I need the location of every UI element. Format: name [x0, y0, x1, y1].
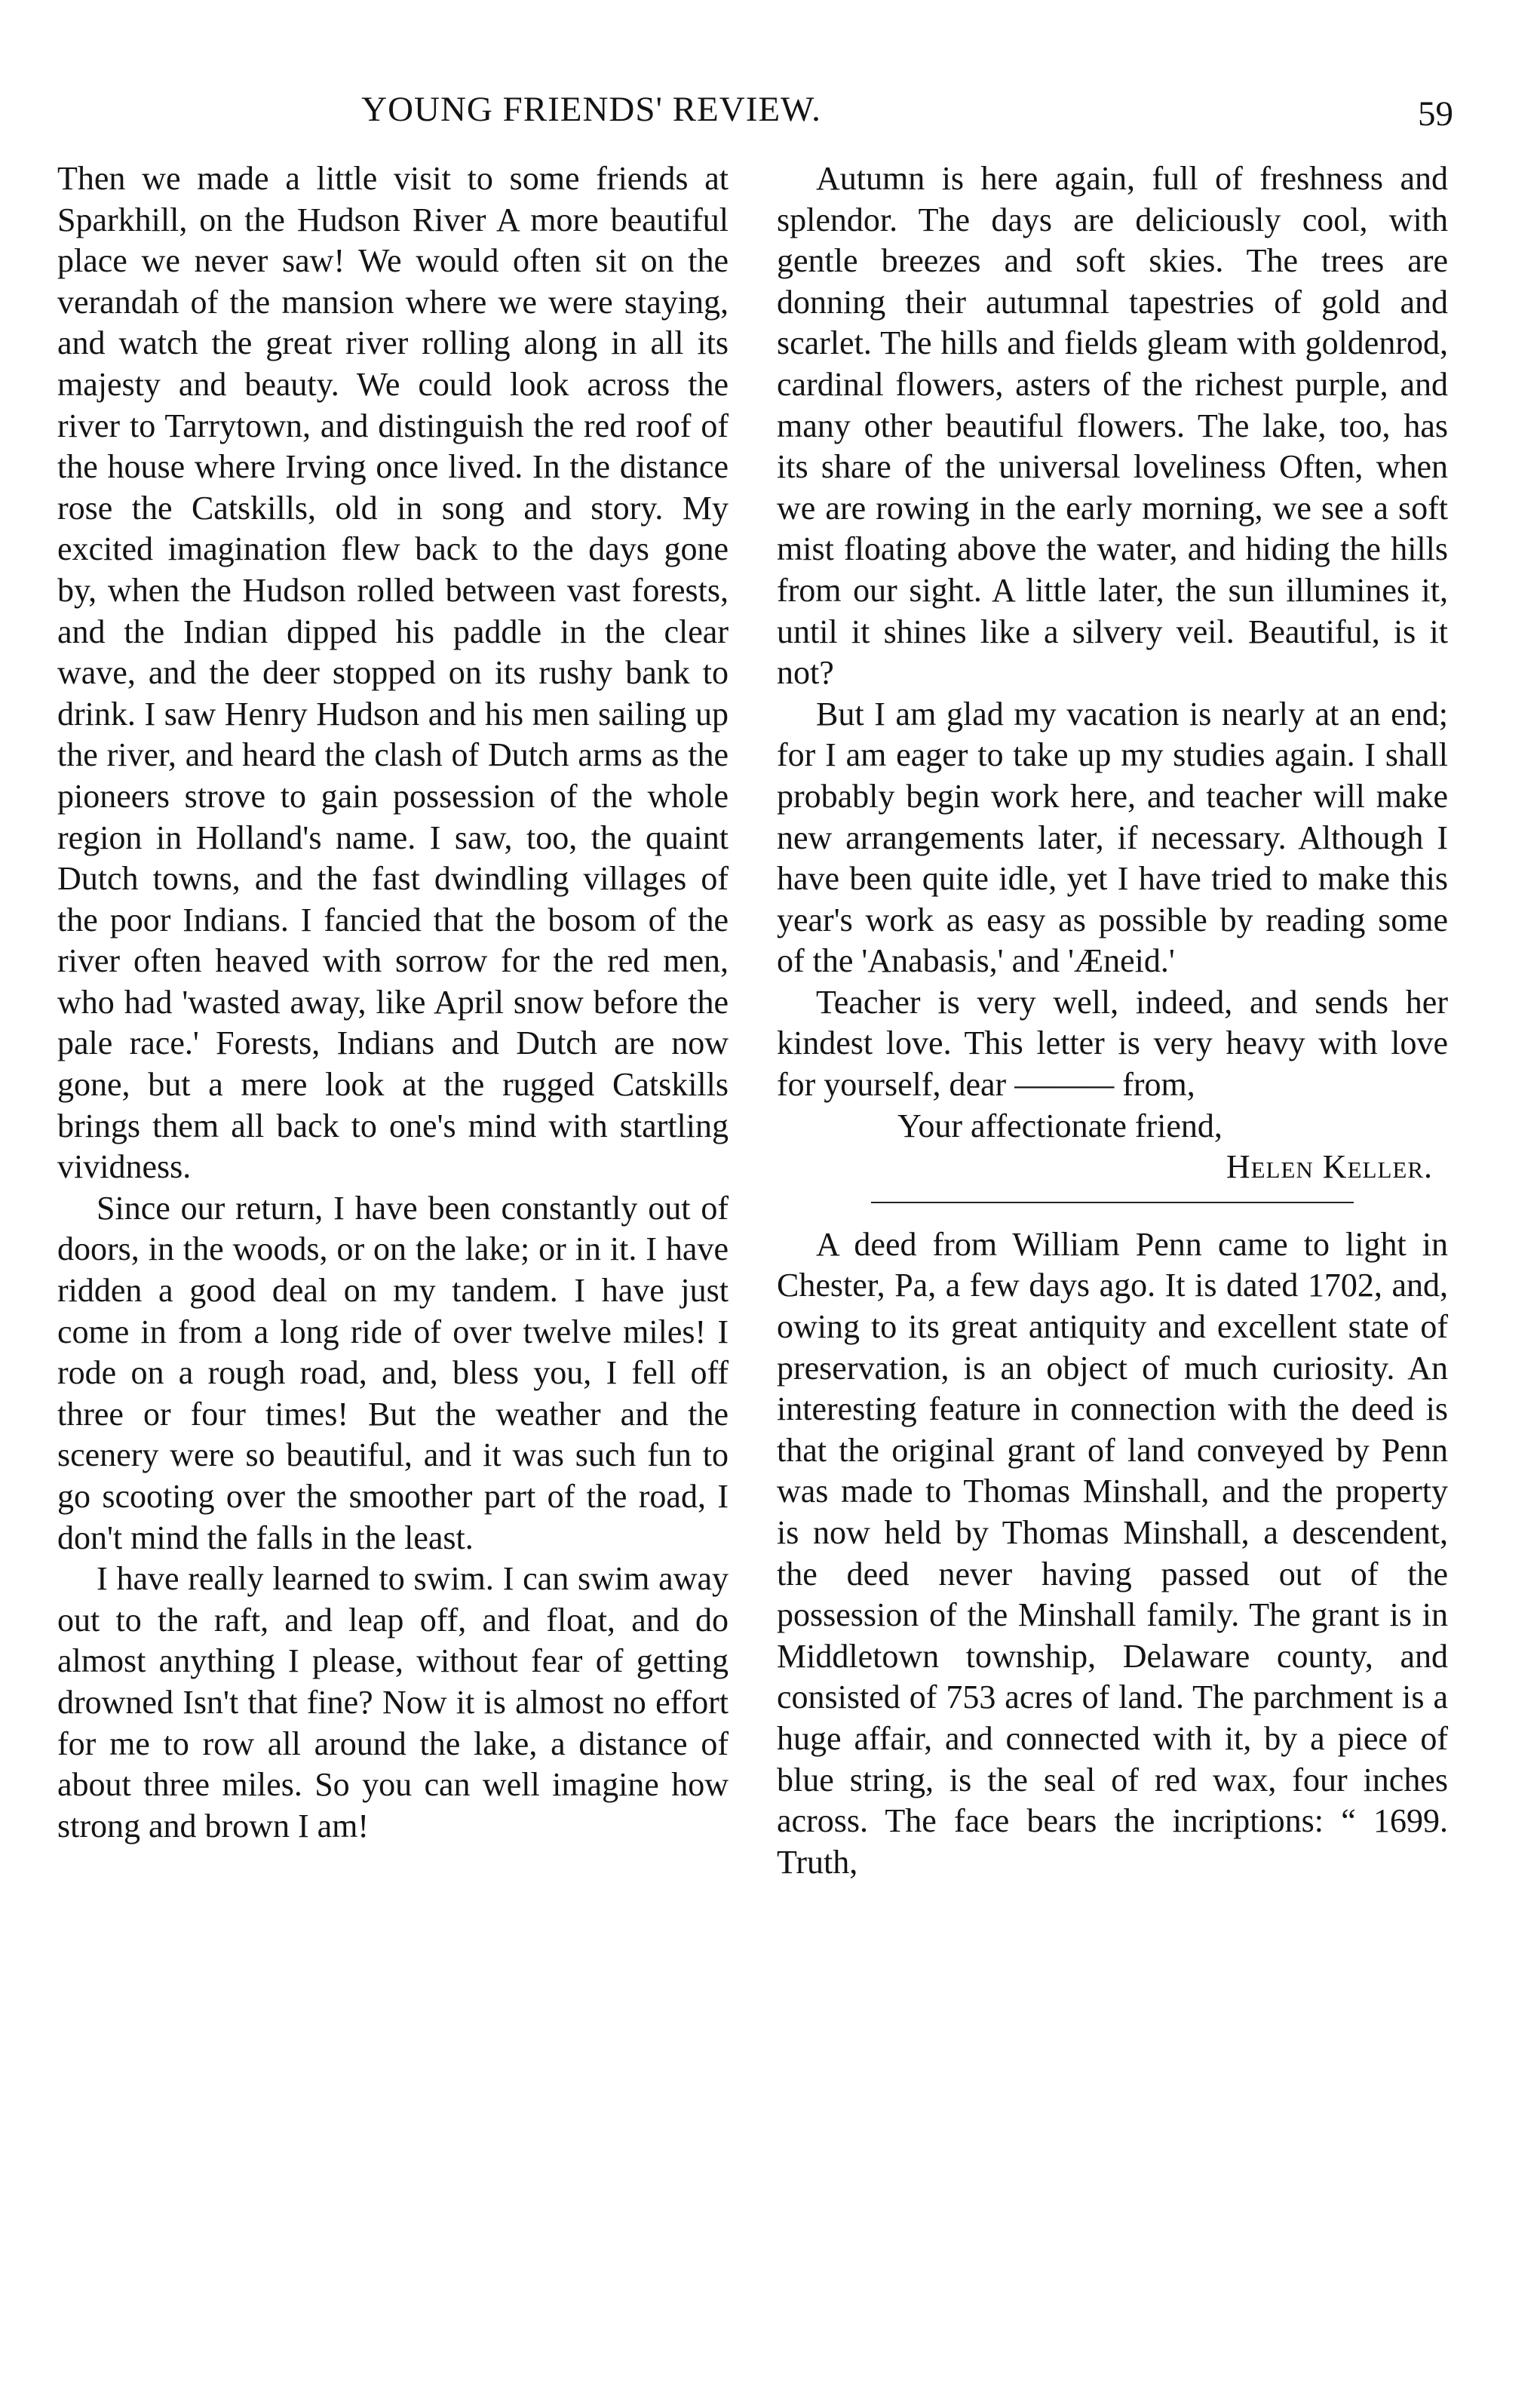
- paragraph-teacher: Teacher is very well, indeed, and sends her kindest love. This letter is very heavy with love for yourself, dear ——— from,: [777, 983, 1448, 1104]
- paragraph-penn-deed: A deed from William Penn came to light in Chester, Pa, a few days ago. It is dated 1702, and, owing to its great antiquity and excellent state of preservation, is an object of much curiosity. An interesting feature in connection with the deed is that the original grant of land conveyed by Penn was made to Thomas Minshall, and the property is now held by Thomas Minshall, a descendent, the deed never having passed out of the possession of the Minshall family. The grant is in Middletown township, Delaware county, and consisted of 753 acres of land. The parchment is a huge affair, and connected with it, by a piece of blue string, is the seal of red wax, four inches across. The face bears the incriptions: “ 1699. Truth,: [777, 1225, 1448, 1881]
- paragraph-vacation: But I am glad my vacation is nearly at an end; for I am eager to take up my studies again. I shall probably begin work here, and teacher will make new arrangements later, if necessary. Although I have been quite idle, yet I have tried to make this year's work as easy as possible by reading some of the 'Anabasis,' and 'Æneid.': [777, 695, 1448, 980]
- letter-signature: Helen Keller.: [1226, 1148, 1433, 1186]
- paragraph-sparkhill: Then we made a little visit to some friends at Sparkhill, on the Hudson River A more beautiful place we never saw! We would often sit on the verandah of the mansion where we were staying, and watch the great river rolling along in all its majesty and beauty. We could look across the river to Tarrytown, and distinguish the red roof of the house where Irving once lived. In the distance rose the Catskills, old in song and story. My excited imagination flew back to the days gone by, when the Hudson rolled between vast forests, and the Indian dipped his paddle in the clear wave, and the deer stopped on its rushy bank to drink. I saw Henry Hudson and his men sailing up the river, and heard the clash of Dutch arms as the pioneers strove to gain possession of the whole region in Holland's name. I saw, too, the quaint Dutch towns, and the fast dwindling villages of the poor Indians. I fancied that the bosom of the river often heaved with sorrow for the red men, who had 'wasted away, like April snow before the pale race.' Forests, Indians and Dutch are now gone, but a mere look at the rugged Catskills brings them all back to one's mind with startling vividness.: [57, 160, 729, 1186]
- page-header: [0, 89, 1540, 142]
- right-column: [777, 158, 1448, 1883]
- paragraph-swimming: I have really learned to swim. I can swim away out to the raft, and leap off, and float, and do almost anything I please, without fear of getting drowned Isn't that fine? Now it is almost no effort for me to row all around the lake, a distance of about three miles. So you can well imagine how strong and brown I am!: [57, 1560, 729, 1844]
- running-title: YOUNG FRIENDS' REVIEW.: [361, 90, 821, 129]
- paragraph-autumn: Autumn is here again, full of freshness and splendor. The days are deliciously cool, with gentle breezes and soft skies. The trees are donning their autumnal tapestries of gold and scarlet. The hills and fields gleam with goldenrod, cardinal flowers, asters of the richest purple, and many other beautiful flowers. The lake, too, has its share of the universal loveliness Often, when we are rowing in the early morning, we see a soft mist floating above the water, and hiding the hills from our sight. A little later, the sun illumines it, until it shines like a silvery veil. Beautiful, is it not?: [777, 160, 1448, 692]
- section-divider: [871, 1202, 1354, 1203]
- paragraph-outdoors: Since our return, I have been constantly out of doors, in the woods, or on the lake; or in it. I have ridden a good deal on my tandem. I have just come in from a long ride of over twelve miles! I rode on a rough road, and, bless you, I fell off three or four times! But the weather and the scenery were so beautiful, and it was such fun to go scooting over the smoother part of the road, I don't mind the falls in the least.: [57, 1189, 729, 1556]
- left-column: [57, 158, 729, 1847]
- letter-closing: Your affectionate friend,: [897, 1107, 1222, 1144]
- page-number: 59: [1418, 94, 1453, 134]
